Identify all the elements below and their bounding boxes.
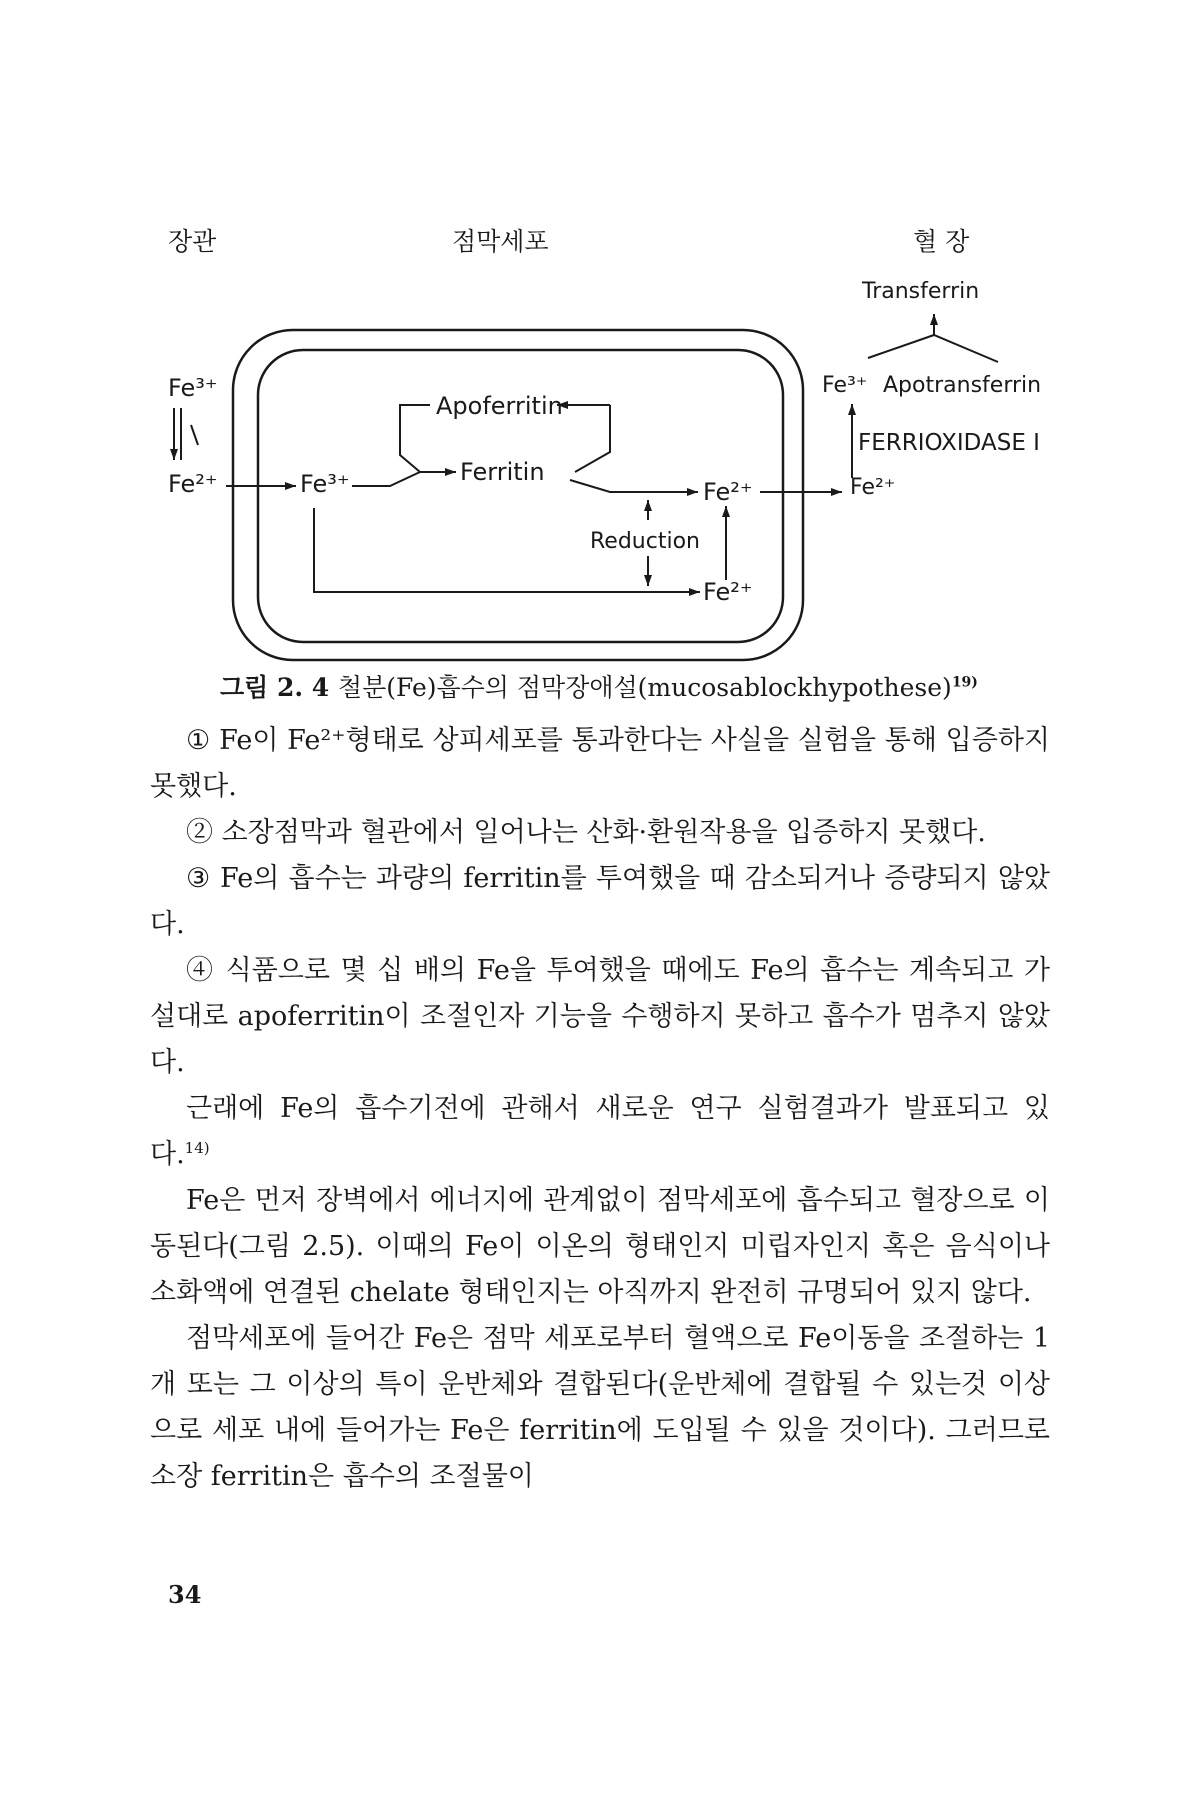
fe2-plasma-label: Fe²⁺ <box>850 475 896 500</box>
paragraph-5-ref: 14) <box>184 1139 210 1157</box>
paragraph-4: ④ 식품으로 몇 십 배의 Fe을 투여했을 때에도 Fe의 흡수는 계속되고 가설대로 apoferritin이 조절인자 기능을 수행하지 못하고 흡수가 멈추지 않았다. <box>150 955 1050 1078</box>
transferrin-label: Transferrin <box>862 279 980 304</box>
fe3-lumen-label: Fe³⁺ <box>168 374 218 402</box>
paragraph-5-text: 근래에 Fe의 흡수기전에 관해서 새로운 연구 실험결과가 발표되고 있다. <box>150 1093 1050 1170</box>
ferritin-release-path <box>570 480 690 492</box>
paragraph-2: ② 소장점막과 혈관에서 일어나는 산화·환원작용을 입증하지 못했다. <box>186 817 986 848</box>
fe3-cell-label: Fe³⁺ <box>300 470 350 498</box>
fe2-cell-lower-label: Fe²⁺ <box>703 578 753 606</box>
header-lumen: 장관 <box>168 227 217 256</box>
header-plasma: 혈 장 <box>913 227 970 256</box>
paragraph-3: ③ Fe의 흡수는 과량의 ferritin를 투여했을 때 감소되거나 증량되지 않았다. <box>150 863 1050 940</box>
ferritin-to-apoferritin-path <box>575 405 610 472</box>
caption-ref: 19) <box>951 674 978 691</box>
paragraph-5 <box>150 1086 1050 1178</box>
paragraph-6: Fe은 먼저 장벽에서 에너지에 관계없이 점막세포에 흡수되고 혈장으로 이동된다(그림 2.5). 이때의 Fe이 이온의 형태인지 미립자인지 혹은 음식이나 소화액에 연결된 chelate 형태인지는 아직까지 완전히 규명되어 있지 않다. <box>150 1185 1050 1308</box>
apoferritin-label: Apoferritin <box>436 392 563 420</box>
apoferritin-left-bracket <box>400 405 430 472</box>
fe3-plasma-label: Fe³⁺ <box>822 373 868 398</box>
figure-caption <box>220 668 978 704</box>
fe2-cell-upper-label: Fe²⁺ <box>703 478 753 506</box>
paragraph-7: 점막세포에 들어간 Fe은 점막 세포로부터 혈액으로 Fe이동을 조절하는 1개 또는 그 이상의 특이 운반체와 결합된다(운반체에 결합될 수 있는것 이상으로 세포 내에 들어가는 Fe은 ferritin에 도입될 수 있을 것이다). 그러므로 소장 ferritin은 흡수의 조절물이 <box>150 1323 1050 1492</box>
ferrioxidase-label: FERRIOXIDASE I <box>858 430 1040 456</box>
fe3-to-ferritin-path <box>352 472 450 486</box>
header-mucosal-cell: 점막세포 <box>452 227 549 256</box>
fe2-lumen-label: Fe²⁺ <box>168 470 218 498</box>
ferritin-label: Ferritin <box>460 458 545 486</box>
iron-absorption-diagram <box>0 0 1200 700</box>
caption-text: 철분(Fe)흡수의 점막장애설(mucosablockhypothese) <box>337 673 952 702</box>
page-number: 34 <box>168 1580 202 1609</box>
body-text <box>150 718 1050 1500</box>
apotransferrin-label: Apotransferrin <box>883 373 1042 398</box>
reduction-lumen-tick <box>191 425 198 445</box>
transferrin-join <box>868 335 998 362</box>
reduction-label: Reduction <box>590 529 700 554</box>
paragraph-1: ① Fe이 Fe²⁺형태로 상피세포를 통과한다는 사실을 실험을 통해 입증하지 못했다. <box>150 725 1050 802</box>
caption-label: 그림 2. 4 <box>220 673 330 702</box>
